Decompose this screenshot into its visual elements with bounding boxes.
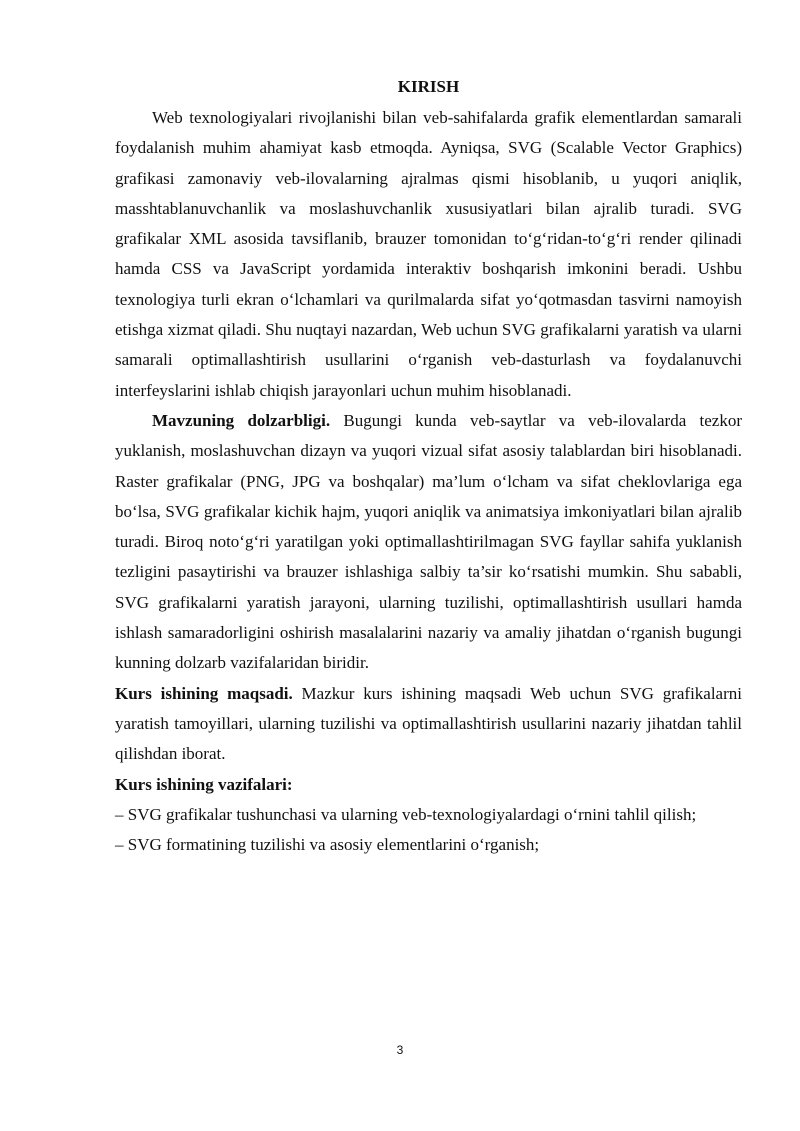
relevance-heading: Mavzuning dolzarbligi. bbox=[152, 410, 331, 430]
page-number: 3 bbox=[396, 1043, 404, 1057]
task-item: – SVG grafikalar tushunchasi va ularning veb-texnologiyalardagi o‘rnini tahlil qilish; bbox=[115, 804, 697, 824]
relevance-paragraph bbox=[115, 406, 742, 679]
task-item: – SVG formatining tuzilishi va asosiy elementlarini o‘rganish; bbox=[115, 835, 540, 855]
tasks-heading: Kurs ishining vazifalari: bbox=[115, 774, 293, 794]
relevance-text: Bugungi kunda veb-saytlar va veb-ilovalarda tezkor yuklanish, moslashuvchan dizayn va yuqori vizual sifat asosiy talablardan biri hisoblanadi. Raster grafikalar (PNG, JPG va boshqalar) ma’lum o‘lcham va sifat cheklovlariga ega bo‘lsa, SVG grafikalar kichik hajm, yuqori aniqlik va animatsiya imkoniyatlari bilan ajralib turadi. Biroq noto‘g‘ri yaratilgan yoki optimallashtirilmagan SVG fayllar sahifa yuklanish tezligini pasaytirishi va brauzer ishlashiga salbiy ta’sir ko‘rsatishi mumkin. Shu sababli, SVG grafikalarni yaratish jarayoni, ularning tuzilishi, optimallashtirish usullari hamda ishlash samaradorligini oshirish masalalarini nazariy va amaliy jihatdan o‘rganish bugungi kunning dolzarb vazifalaridan biridir. bbox=[115, 410, 742, 673]
intro-paragraph: Web texnologiyalari rivojlanishi bilan veb-sahifalarda grafik elementlardan samarali foydalanish muhim ahamiyat kasb etmoqda. Ayniqsa, SVG (Scalable Vector Graphics) grafikasi zamonaviy veb-ilovalarning ajralmas qismi hisoblanib, u yuqori aniqlik, masshtablanuvchanlik va moslashuvchanlik xususiyatlari bilan ajralib turadi. SVG grafikalar XML asosida tavsiflanib, brauzer tomonidan to‘g‘ridan-to‘g‘ri render qilinadi hamda CSS va JavaScript yordamida interaktiv boshqarish imkonini beradi. Ushbu texnologiya turli ekran o‘lchamlari va qurilmalarda sifat yo‘qotmasdan tasvirni namoyish etishga xizmat qiladi. Shu nuqtayi nazardan, Web uchun SVG grafikalarni yaratish va ularni samarali optimallashtirish usullarini o‘rganish veb-dasturlash va foydalanuvchi interfeyslarini ishlab chiqish jarayonlari uchun muhim hisoblanadi. bbox=[115, 108, 742, 400]
goal-paragraph bbox=[115, 679, 742, 770]
goal-text: Mazkur kurs ishining maqsadi Web uchun SVG grafikalarni yaratish tamoyillari, ularning tuzilishi va optimallashtirish usullarini nazariy jihatdan tahlil qilishdan iborat. bbox=[115, 683, 742, 764]
document-page bbox=[115, 75, 742, 860]
goal-heading: Kurs ishining maqsadi. bbox=[115, 683, 293, 703]
section-title: KIRISH bbox=[397, 77, 460, 96]
